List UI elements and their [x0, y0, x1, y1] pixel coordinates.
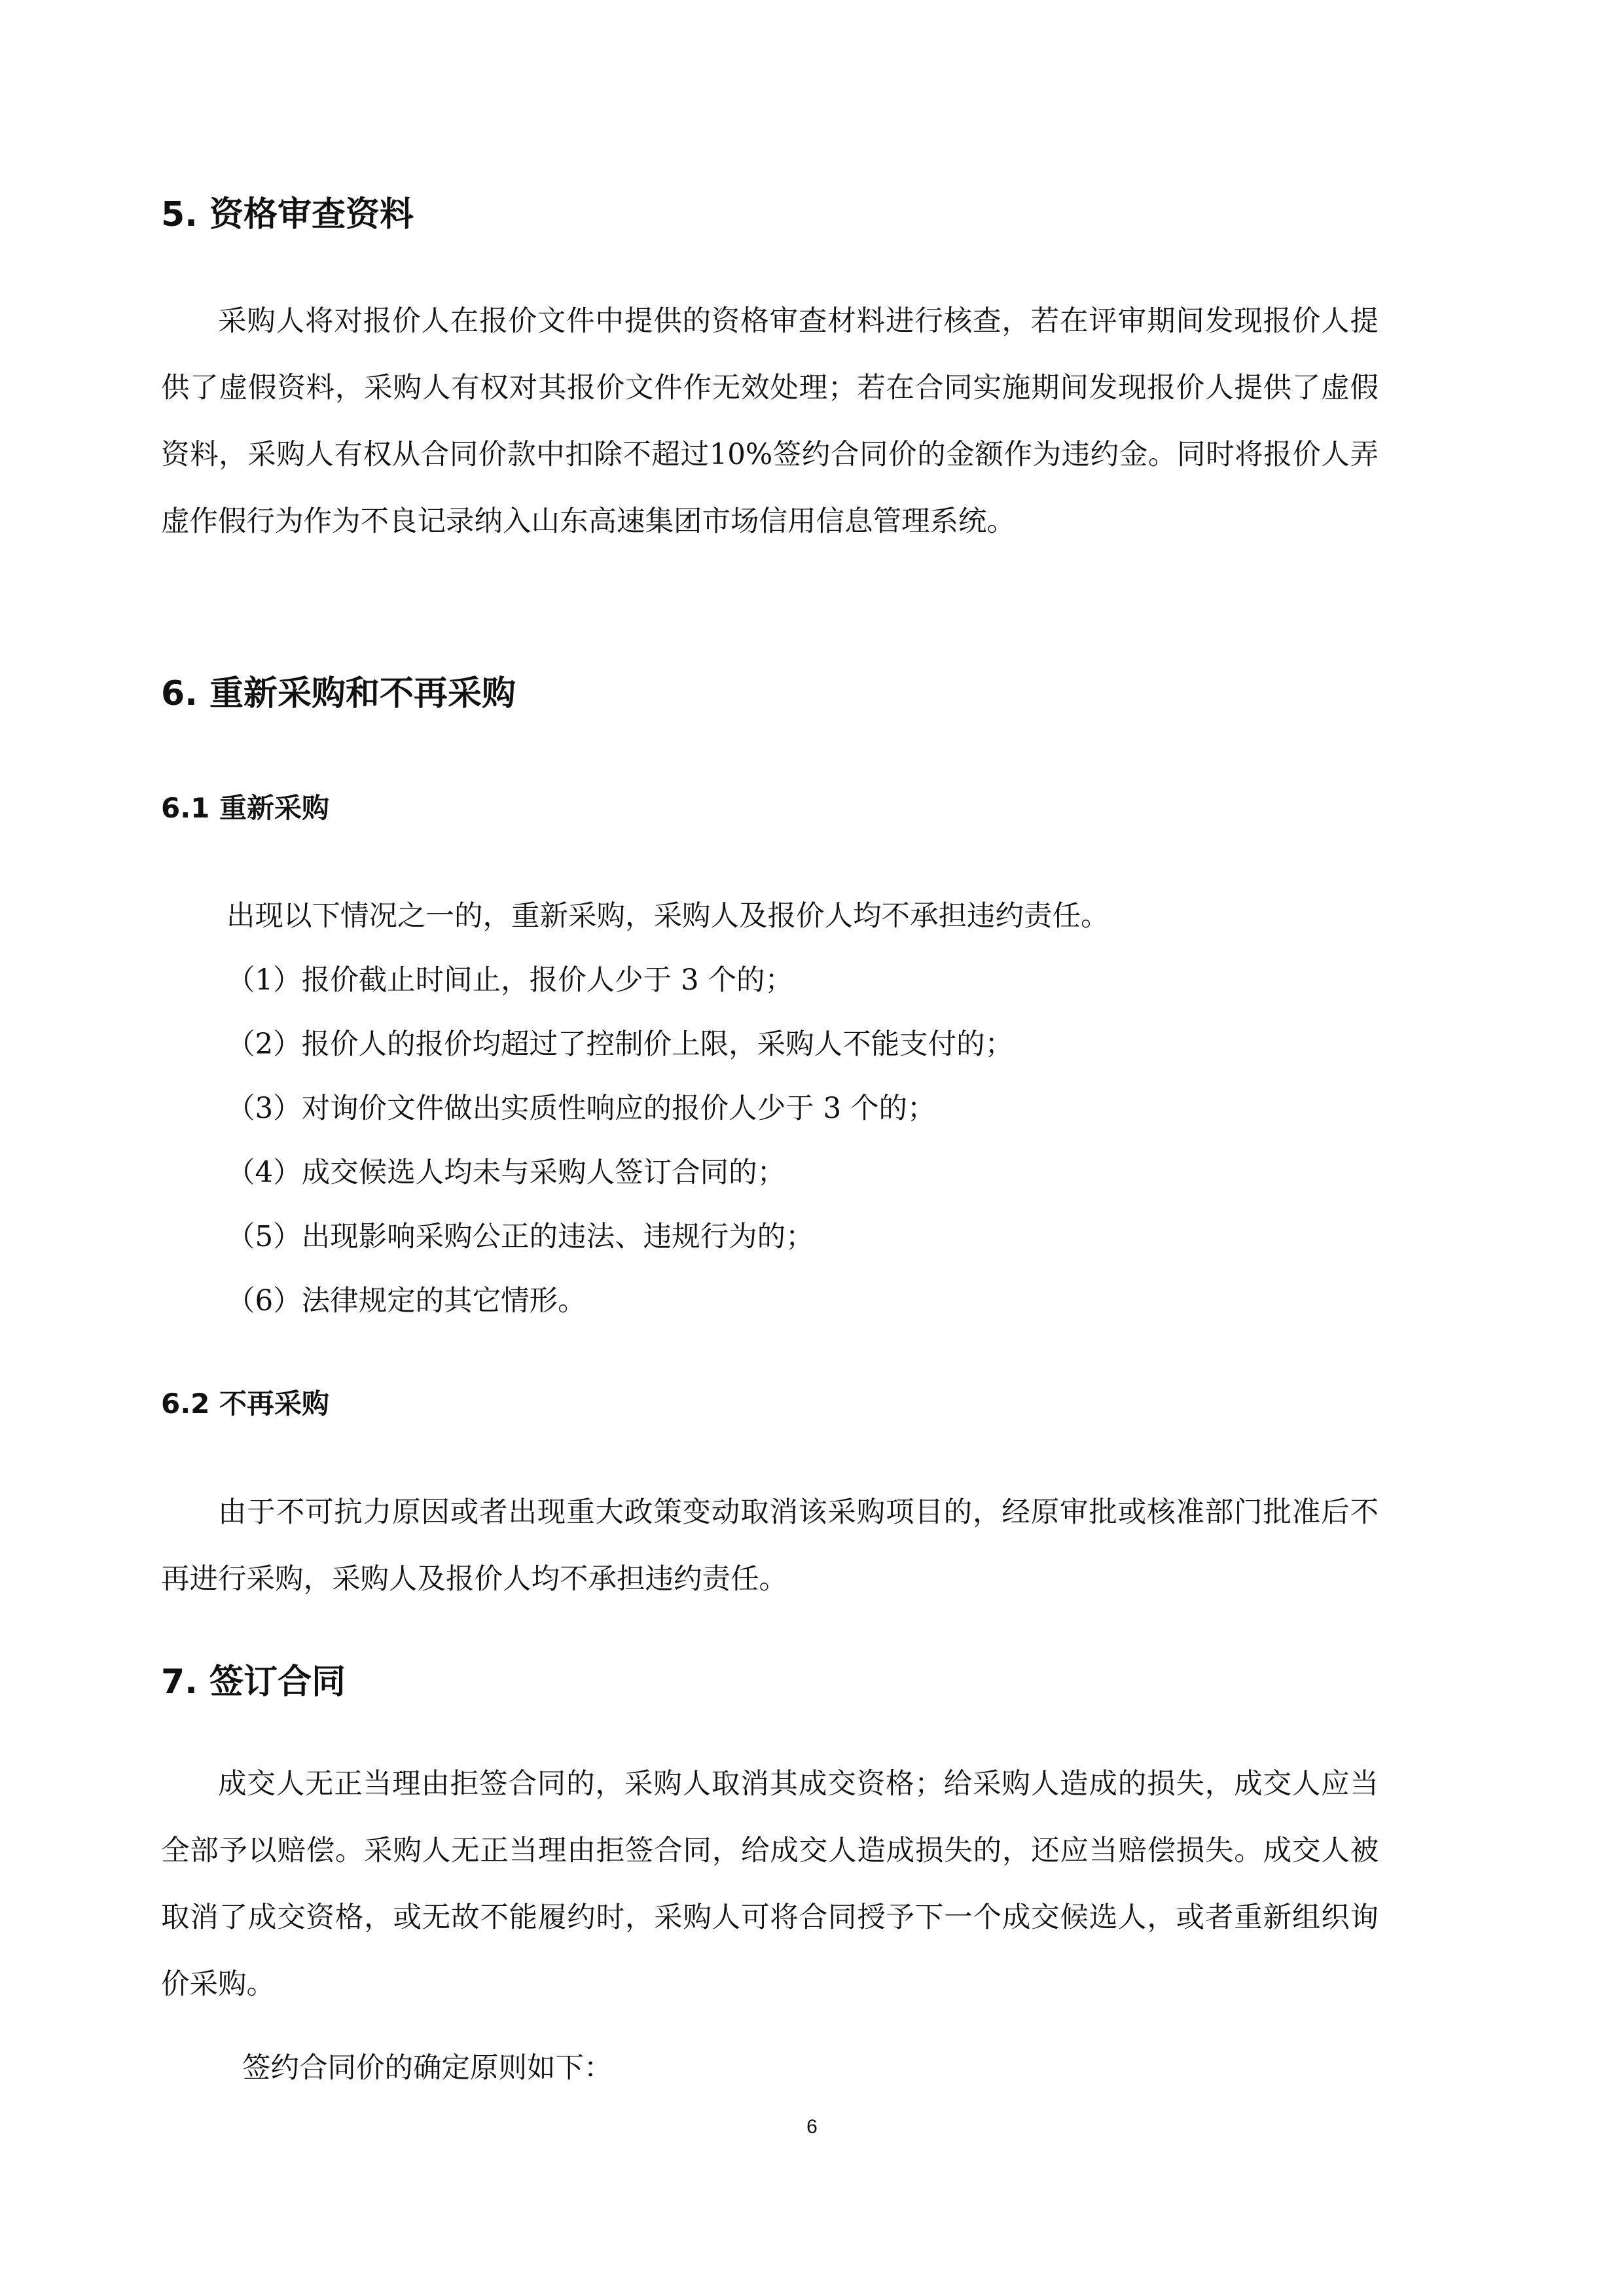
- section-6-heading: 6. 重新采购和不再采购: [161, 674, 516, 713]
- section-6-2-paragraph: 由于不可抗力原因或者出现重大政策变动取消该采购项目的，经原审批或核准部门批准后不再进行采购，采购人及报价人均不承担违约责任。: [161, 1496, 1379, 1596]
- list-item: （4）成交候选人均未与采购人签订合同的；: [226, 1157, 786, 1189]
- section-7-closing: 签约合同价的确定原则如下：: [242, 2052, 613, 2085]
- list-item: （1）报价截止时间止，报价人少于 3 个的；: [226, 964, 794, 997]
- section-5-paragraph: 采购人将对报价人在报价文件中提供的资格审查材料进行核查，若在评审期间发现报价人提供了虚假资料，采购人有权对其报价文件作无效处理；若在合同实施期间发现报价人提供了虚假资料，采购人有权从合同价款中扣除不超过10%签约合同价的金额作为违约金。同时将报价人弄虚作假行为作为不良记录纳入山东高速集团市场信用信息管理系统。: [161, 305, 1379, 538]
- page-number: 6: [806, 2116, 818, 2138]
- section-7-heading: 7. 签订合同: [161, 1662, 346, 1702]
- section-5-heading: 5. 资格审查资料: [161, 195, 414, 234]
- list-item: （3）对询价文件做出实质性响应的报价人少于 3 个的；: [226, 1092, 936, 1125]
- list-item: （6）法律规定的其它情形。: [226, 1285, 586, 1318]
- section-6-2-heading: 6.2 不再采购: [161, 1388, 330, 1420]
- section-6-1-intro: 出现以下情况之一的，重新采购，采购人及报价人均不承担违约责任。: [226, 900, 1110, 933]
- list-item: （5）出现影响采购公正的违法、违规行为的；: [226, 1221, 814, 1253]
- section-6-1-heading: 6.1 重新采购: [161, 792, 330, 824]
- section-7-paragraph: 成交人无正当理由拒签合同的，采购人取消其成交资格；给采购人造成的损失，成交人应当全部予以赔偿。采购人无正当理由拒签合同，给成交人造成损失的，还应当赔偿损失。成交人被取消了成交资格，或无故不能履约时，采购人可将合同授予下一个成交候选人，或者重新组织询价采购。: [161, 1768, 1379, 2001]
- list-item: （2）报价人的报价均超过了控制价上限，采购人不能支付的；: [226, 1028, 1014, 1061]
